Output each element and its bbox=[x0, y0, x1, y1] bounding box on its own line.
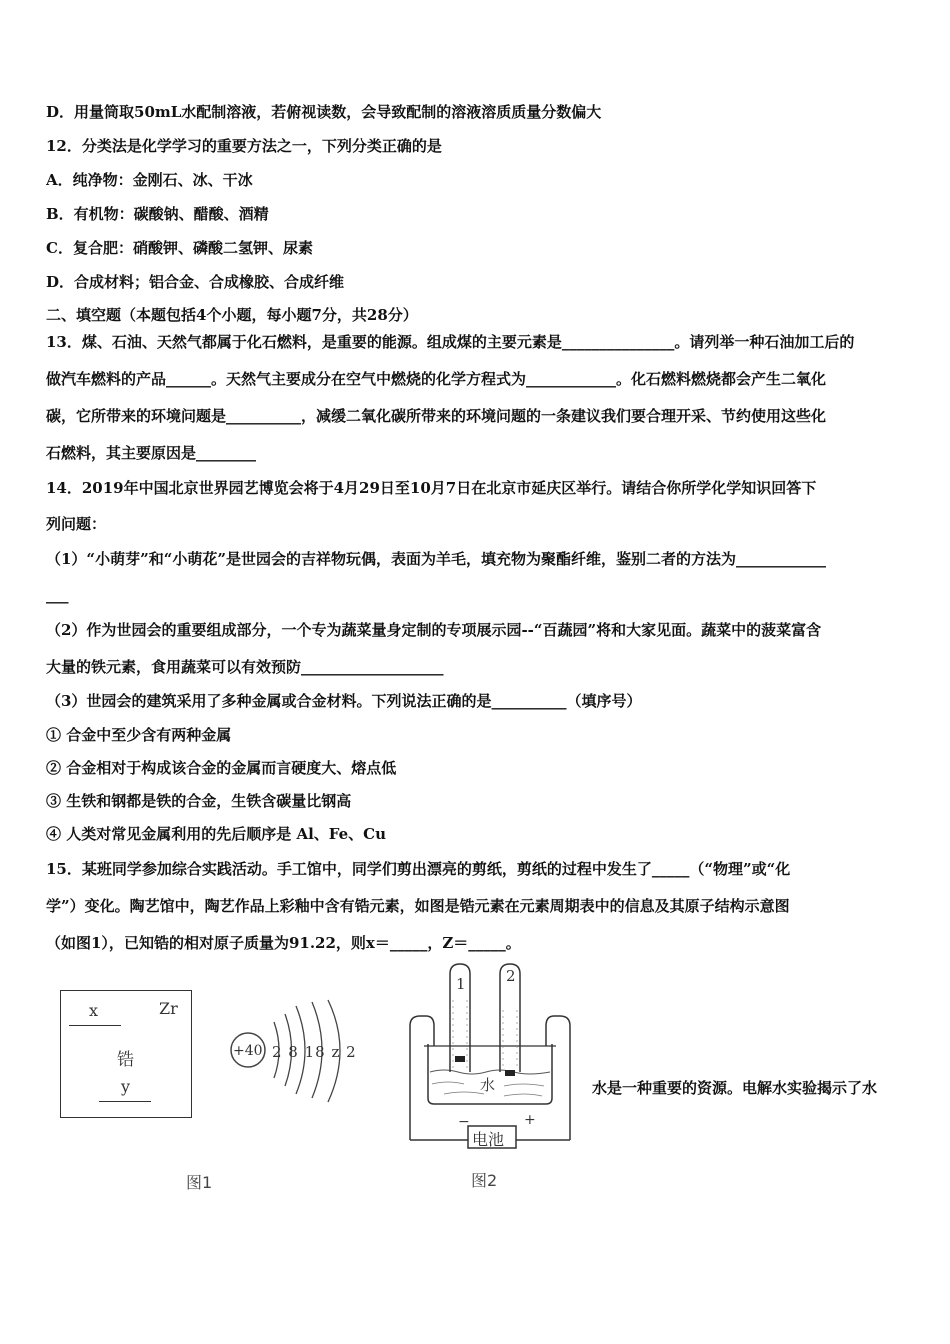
battery-label: 电池 bbox=[472, 1130, 505, 1149]
option-12a: A．纯净物：金刚石、冰、干冰 bbox=[46, 171, 253, 189]
option-12b: B．有机物：碳酸钠、醋酸、酒精 bbox=[46, 205, 269, 223]
question-14-line2: 列问题： bbox=[46, 515, 107, 533]
option-12c: C．复合肥：硝酸钾、磷酸二氢钾、尿素 bbox=[46, 239, 313, 257]
electrode-1 bbox=[455, 1056, 465, 1062]
element-symbol: Zr bbox=[159, 999, 178, 1018]
statement-1: ① 合金中至少含有两种金属 bbox=[46, 726, 232, 744]
question-14-part1-blank: ___ bbox=[46, 586, 69, 604]
left-wire bbox=[410, 1016, 434, 1140]
question-15-line3: （如图1），已知锆的相对原子质量为91.22，则x＝_____，Z＝_____。 bbox=[46, 934, 521, 952]
element-cell bbox=[60, 990, 192, 1118]
electrode-2 bbox=[505, 1070, 515, 1076]
question-14-part3: （3）世园会的建筑采用了多种金属或合金材料。下列说法正确的是__________（填序号） bbox=[46, 692, 642, 710]
element-cell-x: x bbox=[89, 1001, 99, 1020]
question-14-line1: 14．2019年中国北京世界园艺博览会将于4月29日至10月7日在北京市延庆区举行。请结合你所学化学知识回答下 bbox=[46, 479, 817, 497]
x-underline bbox=[69, 1025, 121, 1026]
question-15-line1: 15．某班同学参加综合实践活动。手工馆中，同学们剪出漂亮的剪纸，剪纸的过程中发生了_____（“物理”或“化 bbox=[46, 860, 791, 878]
option-12d: D．合成材料；铝合金、合成橡胶、合成纤维 bbox=[46, 273, 345, 291]
water-label: 水 bbox=[480, 1076, 496, 1094]
question-13-line4: 石燃料，其主要原因是________ bbox=[46, 444, 257, 462]
question-14-part2-line2: 大量的铁元素，食用蔬菜可以有效预防___________________ bbox=[46, 658, 444, 676]
question-14-part2-line1: （2）作为世园会的重要组成部分，一个专为蔬菜量身定制的专项展示园--“百蔬园”将和大家见面。蔬菜中的菠菜富含 bbox=[46, 621, 822, 639]
section-heading: 二、填空题（本题包括4个小题，每小题7分，共28分） bbox=[46, 306, 418, 324]
battery-minus: − bbox=[458, 1114, 470, 1130]
question-13-line2: 做汽车燃料的产品______。天然气主要成分在空气中燃烧的化学方程式为____________。化石燃料燃烧都会产生二氧化 bbox=[46, 370, 827, 388]
nucleus-charge: +40 bbox=[233, 1043, 263, 1059]
tube-1-label: 1 bbox=[456, 975, 466, 993]
tube-2-bubbles bbox=[503, 1010, 517, 1068]
statement-2: ② 合金相对于构成该合金的金属而言硬度大、熔点低 bbox=[46, 759, 397, 777]
question-13-line1: 13．煤、石油、天然气都属于化石燃料，是重要的能源。组成煤的主要元素是_______________。请列举一种石油加工后的 bbox=[46, 333, 855, 351]
electron-shells: 2 8 18 z 2 bbox=[272, 1043, 357, 1061]
element-cell-y: y bbox=[121, 1077, 131, 1096]
electrolysis-apparatus bbox=[404, 960, 584, 1150]
statement-4: ④ 人类对常见金属利用的先后顺序是 Al、Fe、Cu bbox=[46, 825, 386, 843]
figure-2-caption: 图2 bbox=[471, 1171, 498, 1190]
y-underline bbox=[99, 1101, 151, 1102]
battery-plus: + bbox=[524, 1112, 536, 1128]
statement-3: ③ 生铁和钢都是铁的合金，生铁含碳量比钢高 bbox=[46, 792, 352, 810]
figure-1-caption: 图1 bbox=[186, 1173, 213, 1192]
question-14-part1: （1）“小萌芽”和“小萌花”是世园会的吉祥物玩偶，表面为羊毛，填充物为聚酯纤维，鉴别二者的方法为____________ bbox=[46, 550, 826, 568]
question-15-line2: 学”）变化。陶艺馆中，陶艺作品上彩釉中含有锆元素，如图是锆元素在元素周期表中的信息及其原子结构示意图 bbox=[46, 897, 790, 915]
element-name: 锆 bbox=[117, 1050, 134, 1070]
question-13-line3: 碳，它所带来的环境问题是__________，减缓二氧化碳所带来的环境问题的一条建议我们要合理开采、节约使用这些化 bbox=[46, 407, 827, 425]
question-12: 12．分类法是化学学习的重要方法之一，下列分类正确的是 bbox=[46, 137, 442, 155]
tube-2-label: 2 bbox=[506, 967, 516, 985]
right-wire bbox=[546, 1016, 570, 1140]
option-11d: D．用量筒取50mL水配制溶液，若俯视读数，会导致配制的溶液溶质质量分数偏大 bbox=[46, 103, 602, 121]
question-16-start: 水是一种重要的资源。电解水实验揭示了水 bbox=[592, 1079, 878, 1097]
